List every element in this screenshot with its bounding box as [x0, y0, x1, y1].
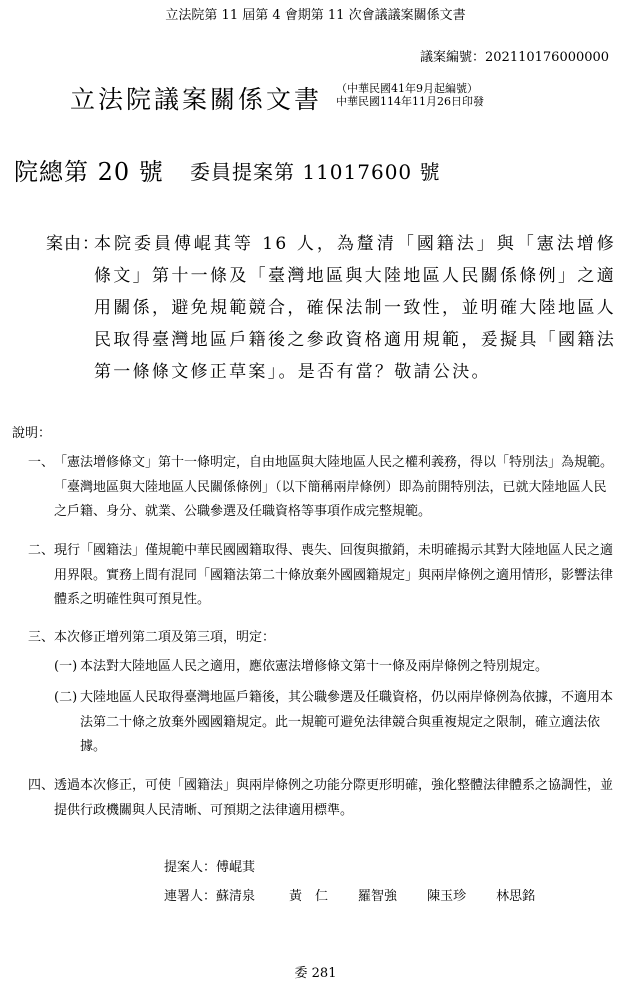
case-section: [46, 228, 616, 388]
page-header: 立法院第 11 屆第 4 會期第 11 次會議議案關係文書: [165, 8, 466, 23]
proposer: 提案人：傅崐萁: [164, 860, 256, 875]
item-number: 四、: [28, 778, 55, 793]
pub-line-2: 中華民國114年11月26日印發: [336, 95, 484, 108]
explain-item-4: [28, 774, 618, 823]
item-number: 一、: [28, 455, 55, 470]
item-number: (一): [54, 659, 78, 674]
item-text: 大陸地區人民取得臺灣地區戶籍後，其公職參選及任職資格，仍以兩岸條例為依據，不適用本法第二十條之放棄外國國籍規定。此一規範可避免法律競合與重複規定之限制，確立適法依據。: [80, 690, 614, 754]
cosigner-name: 蘇清泉: [216, 889, 256, 904]
item-text: 現行「國籍法」僅規範中華民國國籍取得、喪失、回復與撤銷，未明確揭示其對大陸地區人民之適用界限。實務上間有混同「國籍法第二十條放棄外國國籍規定」與兩岸條例之適用情形，影響法律體系之明確性與可預見性。: [54, 543, 614, 607]
cosigner-label: 連署人：: [164, 889, 217, 904]
cosigner-row: [164, 885, 535, 904]
cosigner-name: 陳玉珍: [427, 889, 467, 904]
page-number: 委 281: [294, 966, 337, 981]
item-number: (二): [54, 690, 78, 705]
item-number: 三、: [28, 630, 55, 645]
item-text: 本次修正增列第二項及第三項，明定：: [54, 630, 276, 645]
cosigner-name: 黃 仁: [289, 889, 329, 904]
cosigner-name: 羅智強: [358, 889, 398, 904]
case-text: 本院委員傅崐萁等 16 人，為釐清「國籍法」與「憲法增修條文」第十一條及「臺灣地區與大陸地區人民關係條例」之適用關係，避免規範競合，確保法制一致性，並明確大陸地區人民取得臺灣地區戶籍後之參政資格適用規範，爰擬具「國籍法第一條條文修正草案」。是否有當？敬請公決。: [94, 234, 616, 382]
explain-item-2: [28, 539, 618, 613]
explain-heading: 說明：: [12, 426, 52, 441]
item-text: 「憲法增修條文」第十一條明定，自由地區與大陸地區人民之權利義務，得以「特別法」為規範。「臺灣地區與大陸地區人民關係條例」（以下簡稱兩岸條例）即為前開特別法，已就大陸地區人民之戶籍、身分、就業、公職參選及任職資格等事項作成完整規範。: [54, 455, 614, 519]
explain-item-3: [28, 626, 618, 651]
explain-item-1: [28, 451, 618, 525]
pub-line-1: （中華民國41年9月起編號）: [336, 82, 478, 95]
bill-number: 院總第 20 號: [14, 158, 164, 186]
proposal-number: 委員提案第 11017600 號: [190, 160, 441, 184]
item-text: 透過本次修正，可使「國籍法」與兩岸條例之功能分際更形明確，強化整體法律體系之協調性，並提供行政機關與人民清晰、可預期之法律適用標準。: [54, 778, 614, 818]
item-number: 二、: [28, 543, 55, 558]
item-text: 本法對大陸地區人民之適用，應依憲法增修條文第十一條及兩岸條例之特別規定。: [80, 659, 549, 674]
cosigner-name: 林思銘: [496, 889, 536, 904]
explain-subitem-1: [54, 655, 594, 680]
doc-number: 議案編號：202110176000000: [420, 50, 610, 65]
explain-subitem-2: [54, 686, 620, 760]
doc-title: 立法院議案關係文書: [70, 85, 323, 114]
case-label: 案由：: [46, 234, 100, 254]
